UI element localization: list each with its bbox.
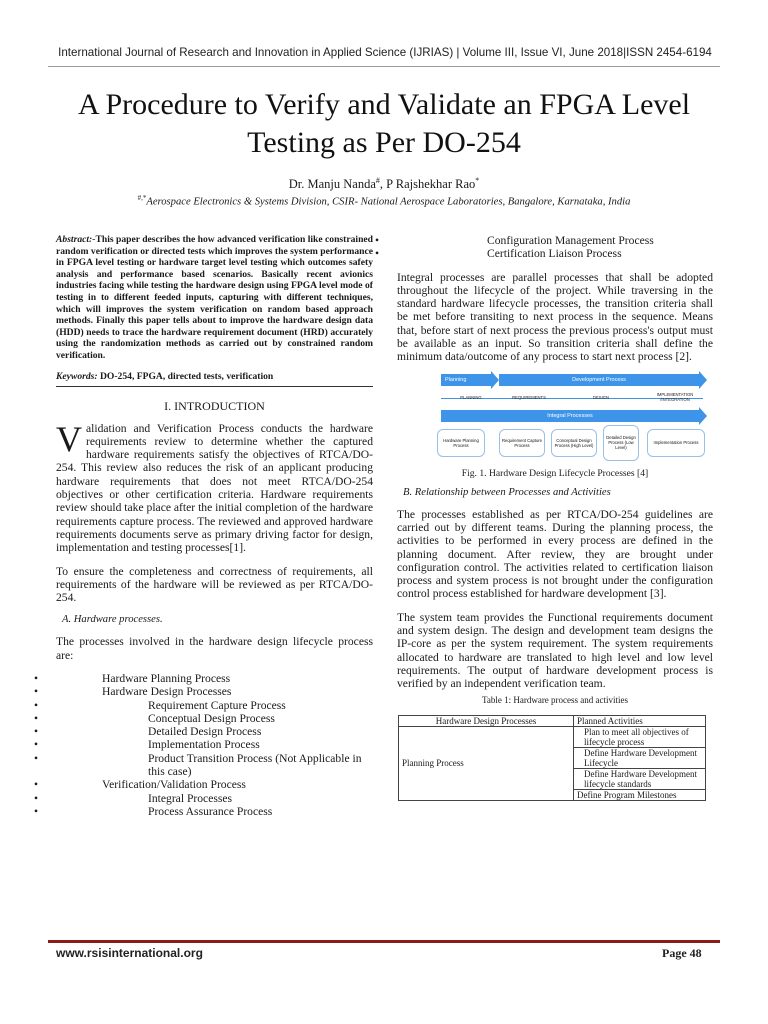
abstract-label: Abstract:- bbox=[56, 234, 96, 245]
list-item bbox=[34, 791, 373, 805]
table-header-cell: Hardware Design Processes bbox=[399, 715, 574, 726]
bullet-icon: • bbox=[34, 671, 39, 685]
phase-planning: PLANNING bbox=[460, 394, 482, 400]
list-item-text: Process Assurance Process bbox=[148, 804, 273, 818]
keywords-text: DO-254, FPGA, directed tests, verification bbox=[97, 370, 274, 382]
right-column bbox=[375, 234, 713, 801]
phase-implementation: IMPLEMENTATION /INTEGRATION bbox=[656, 391, 694, 402]
table-cell-activity: Define Program Milestones bbox=[574, 789, 706, 800]
bullet-icon: • bbox=[34, 804, 39, 818]
bullet-icon: • bbox=[375, 234, 380, 247]
list-item bbox=[34, 711, 373, 725]
list-item-text: Requirement Capture Process bbox=[148, 698, 286, 712]
list-item-text: Certification Liaison Process bbox=[487, 247, 622, 261]
footer-rule bbox=[48, 940, 720, 943]
table-cell-activity: Define Hardware Development Lifecycle bbox=[574, 747, 706, 768]
page-number: Page 48 bbox=[662, 946, 702, 960]
list-item-text: Product Transition Process (Not Applicable in this case) bbox=[148, 751, 362, 779]
list-item-text: Conceptual Design Process bbox=[148, 711, 275, 725]
bullet-icon: • bbox=[34, 725, 39, 739]
intro-paragraph-3: The processes involved in the hardware design lifecycle process are: bbox=[56, 635, 373, 662]
bullet-icon: • bbox=[375, 247, 380, 261]
box-conceptual-design: Conceptual Design Process (High Level) bbox=[551, 429, 597, 457]
integral-bar bbox=[441, 410, 699, 422]
list-item-text: Implementation Process bbox=[148, 738, 260, 752]
phase-requirements: REQUIREMENTS bbox=[512, 394, 546, 400]
right-paragraph-1: Integral processes are parallel processes that shall be adopted throughout the lifecycle of the project. While traversing in the standard hardware lifecycle processes, the transition criteria shall be met before transiting to next process in the sequence. Means that, before start of next process the previous process's output must be available as an input. So transition criteria shall define the minimum data/outcome of any process to start next process [2]. bbox=[397, 270, 713, 364]
journal-header: International Journal of Research and Innovation in Applied Science (IJRIAS) | Volume III, Issue VI, June 2018|ISSN 2454-6194 bbox=[58, 46, 712, 59]
box-implementation: Implementation Process bbox=[647, 429, 705, 457]
bullet-icon: • bbox=[34, 698, 39, 712]
lifecycle-figure bbox=[411, 374, 711, 460]
right-paragraph-3: The system team provides the Functional requirements document and system design. The design and development team designs the IP-core as per the system requirement. The system requirements allocated to hardware are translated to high level and low level requirements. The output of hardware development process is verified by an independent verification team. bbox=[397, 610, 713, 691]
development-bar bbox=[499, 374, 699, 386]
paper-title bbox=[40, 86, 728, 162]
table-header-row bbox=[399, 715, 706, 726]
bullet-icon: • bbox=[34, 751, 39, 765]
affiliation-line bbox=[40, 194, 728, 208]
list-item bbox=[34, 778, 373, 792]
list-item bbox=[34, 738, 373, 752]
table-row bbox=[399, 726, 706, 747]
integral-bar-label: Integral Processes bbox=[547, 412, 593, 419]
hardware-process-table bbox=[398, 715, 706, 801]
footer-url[interactable]: www.rsisinternational.org bbox=[56, 946, 203, 960]
list-item bbox=[34, 671, 373, 685]
abstract bbox=[56, 234, 373, 362]
planning-bar bbox=[441, 374, 491, 386]
integral-bullet-list bbox=[375, 234, 713, 261]
list-item bbox=[34, 725, 373, 739]
title-line-2: Testing as Per DO-254 bbox=[247, 126, 521, 159]
bullet-icon: • bbox=[34, 778, 39, 792]
author-2: P Rajshekhar Rao bbox=[386, 177, 476, 192]
figure-caption: Fig. 1. Hardware Design Lifecycle Processes [4] bbox=[461, 467, 649, 479]
table-cell-activity: Define Hardware Development lifecycle standards bbox=[574, 768, 706, 789]
box-detailed-design: Detailed Design Process (Low Level) bbox=[603, 425, 639, 461]
author-line bbox=[40, 176, 728, 192]
intro-paragraph-1-text: alidation and Verification Process conducts the hardware requirements review to determine whether the captured hardware requirements satisfy the objectives of RTCA/DO-254. This review also reduces the risk of an applicant producing hardware requirements that does not meet RTCA/DO-254 objectives or other certification criteria. Hardware requirements review should take place after the initial completion of the hardware requirements capture process. The reviewed and approved hardware requirements documents serve as primary driving factor for design, implementation and testing processes[1]. bbox=[56, 421, 373, 555]
title-line-1: A Procedure to Verify and Validate an FPGA Level bbox=[77, 88, 691, 121]
keywords-rule bbox=[56, 386, 373, 387]
table-header-cell: Planned Activities bbox=[574, 715, 706, 726]
section-heading-introduction: I. INTRODUCTION bbox=[164, 398, 265, 413]
left-column bbox=[34, 234, 373, 818]
intro-paragraph-2: To ensure the completeness and correctness of requirements, all requirements of the hardware will be reviewed as per RTCA/DO-254. bbox=[56, 564, 373, 605]
author-separator: , bbox=[379, 177, 387, 192]
affiliation-text: Aerospace Electronics & Systems Division, CSIR- National Aerospace Laboratories, Bangalore, Karnataka, India bbox=[146, 196, 631, 208]
abstract-text: This paper describes the how advanced verification like constrained random verification or directed tests which improves the system performance in FPGA level testing or hardware target level testing which outcomes safety analysis and performance based scenarios. Basically recent avionics industries facing while testing the hardware design using FPGA level mode of testing in to different feeded inputs, capturing with different techniques, which will improves the system verification on random based approach methods. Finally this paper tells about to improve the hardware design data (HDD) needs to trace the hardware requirement document (HRD) accurately using the randomization methods as carried out by constrained random verification. bbox=[56, 234, 373, 361]
list-item bbox=[375, 234, 713, 247]
right-paragraph-2: The processes established as per RTCA/DO-254 guidelines are carried out by different teams. During the planning process, the activities to be performed in every process are defined in the planning document. After review, they are brought under configuration control. The activities related to certification liaison process and system process is not brought under the configuration control process established for hardware development [3]. bbox=[397, 507, 713, 601]
bullet-icon: • bbox=[34, 685, 39, 699]
intro-paragraph-1 bbox=[56, 418, 373, 555]
list-item-text: Configuration Management Process bbox=[487, 234, 654, 247]
list-item bbox=[34, 804, 373, 818]
bullet-icon: • bbox=[34, 738, 39, 752]
subsection-heading-a: A. Hardware processes. bbox=[62, 614, 163, 626]
phase-design: DESIGN bbox=[592, 394, 610, 400]
list-item-text: Integral Processes bbox=[148, 791, 233, 805]
drop-cap: V bbox=[56, 418, 82, 459]
list-item-text: Detailed Design Process bbox=[148, 725, 262, 739]
header-rule bbox=[48, 66, 720, 67]
list-item-text: Verification/Validation Process bbox=[102, 778, 246, 792]
box-requirement-capture: Requirement Capture Process bbox=[499, 429, 545, 457]
affiliation-mark: #,* bbox=[137, 194, 147, 202]
table-cell-process: Planning Process bbox=[399, 726, 574, 800]
bullet-icon: • bbox=[34, 791, 39, 805]
list-item-text: Hardware Planning Process bbox=[102, 671, 231, 685]
process-bullet-list bbox=[34, 671, 373, 818]
author-1-mark: # bbox=[375, 176, 380, 185]
list-item-text: Hardware Design Processes bbox=[102, 685, 232, 699]
list-item bbox=[34, 685, 373, 699]
keywords-label: Keywords: bbox=[56, 370, 98, 382]
keywords bbox=[56, 371, 373, 382]
table-caption: Table 1: Hardware process and activities bbox=[481, 694, 629, 705]
author-1: Dr. Manju Nanda bbox=[288, 177, 376, 192]
development-bar-label: Development Process bbox=[572, 376, 626, 383]
bullet-icon: • bbox=[34, 711, 39, 725]
list-item bbox=[34, 751, 373, 779]
planning-bar-label: Planning bbox=[445, 376, 467, 383]
table-cell-activity: Plan to meet all objectives of lifecycle process bbox=[574, 726, 706, 747]
list-item bbox=[375, 247, 713, 261]
list-item bbox=[34, 698, 373, 712]
subsection-heading-b: B. Relationship between Processes and Activities bbox=[403, 486, 611, 498]
author-2-mark: * bbox=[475, 176, 480, 185]
box-planning-process: Hardware Planning Process bbox=[437, 429, 485, 457]
